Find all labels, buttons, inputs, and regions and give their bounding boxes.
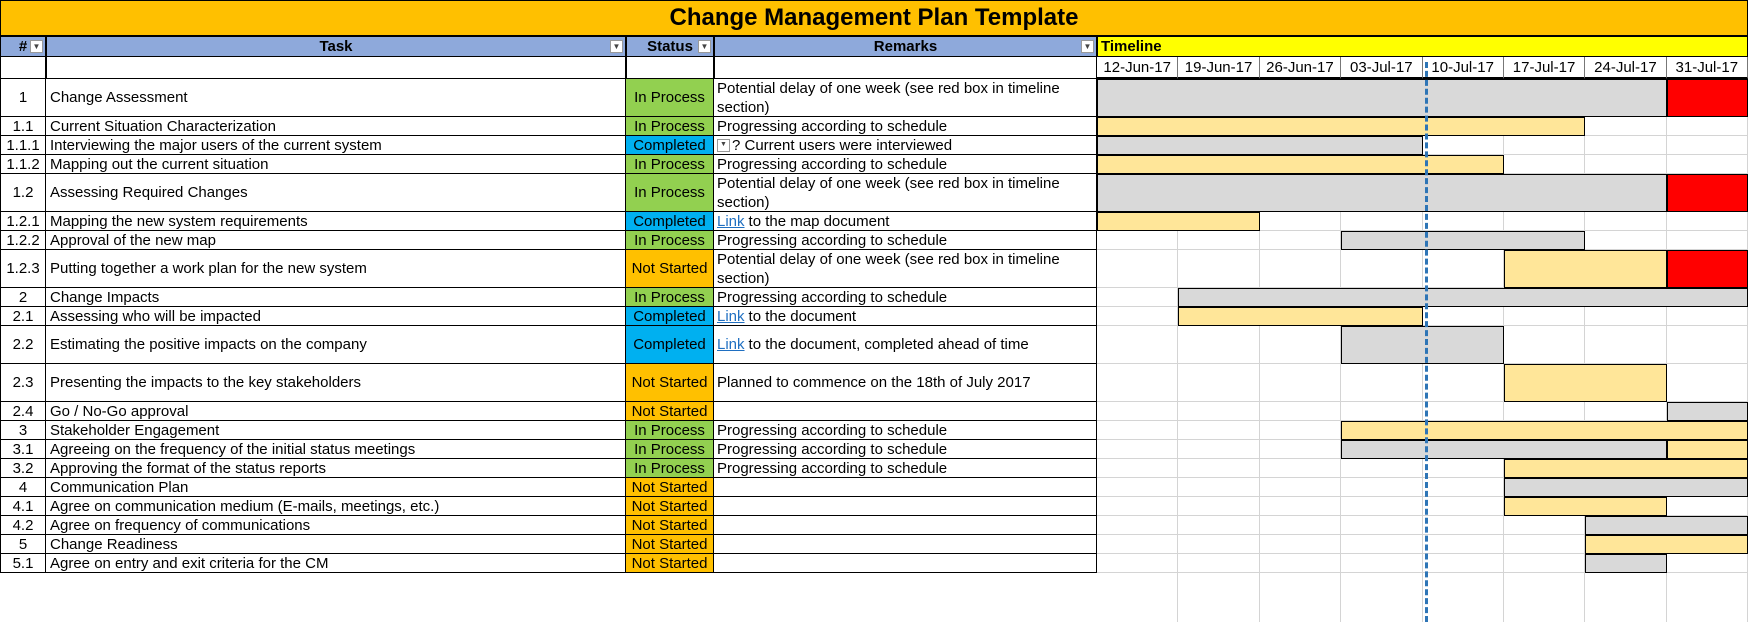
document-link[interactable]: Link [717, 212, 745, 230]
task-number[interactable]: 4.1 [0, 497, 46, 516]
status-badge[interactable]: Completed [626, 307, 714, 326]
gantt-bar-gray [1178, 288, 1748, 307]
task-name[interactable]: Agree on communication medium (E-mails, meetings, etc.) [46, 497, 626, 516]
gantt-bar-yellow [1097, 155, 1504, 174]
blank-cell [0, 57, 46, 79]
remarks-text: Progressing according to schedule [717, 421, 948, 439]
gantt-bar-gray [1585, 516, 1748, 535]
task-name[interactable]: Putting together a work plan for the new system [46, 250, 626, 288]
remarks-cell[interactable] [714, 288, 1097, 307]
header-num-label: # [18, 38, 28, 55]
task-number[interactable]: 1.1 [0, 117, 46, 136]
gantt-bar-gray [1097, 79, 1667, 117]
task-name[interactable]: Current Situation Characterization [46, 117, 626, 136]
remarks-text: ? Current users were interviewed [732, 136, 953, 154]
status-badge[interactable]: In Process [626, 117, 714, 136]
gantt-bar-gray [1341, 326, 1504, 364]
remarks-cell[interactable] [714, 307, 1097, 326]
task-number[interactable]: 2.4 [0, 402, 46, 421]
remarks-cell[interactable] [714, 326, 1097, 364]
header-num[interactable] [0, 36, 46, 57]
task-number[interactable]: 2 [0, 288, 46, 307]
filter-dropdown-icon[interactable]: ▼ [610, 40, 623, 53]
task-number[interactable]: 5 [0, 535, 46, 554]
remarks-cell[interactable] [714, 478, 1097, 497]
gantt-bar-gray [1585, 554, 1666, 573]
task-name[interactable]: Estimating the positive impacts on the company [46, 326, 626, 364]
header-status[interactable] [626, 36, 714, 57]
gantt-bar-red [1667, 174, 1748, 212]
remarks-text: Progressing according to schedule [717, 459, 948, 477]
task-name[interactable]: Presenting the impacts to the key stakeholders [46, 364, 626, 402]
remarks-cell[interactable] [714, 212, 1097, 231]
task-name[interactable]: Approval of the new map [46, 231, 626, 250]
task-number[interactable]: 4.2 [0, 516, 46, 535]
timeline-date: 10-Jul-17 [1423, 57, 1504, 79]
task-name[interactable]: Assessing Required Changes [46, 174, 626, 212]
task-number[interactable]: 3.2 [0, 459, 46, 478]
blank-cell [46, 57, 626, 79]
task-name[interactable]: Mapping out the current situation [46, 155, 626, 174]
task-name[interactable]: Agreeing on the frequency of the initial status meetings [46, 440, 626, 459]
status-badge[interactable]: Completed [626, 136, 714, 155]
task-name[interactable]: Change Assessment [46, 79, 626, 117]
gantt-bar-gray [1667, 402, 1748, 421]
task-name[interactable]: Assessing who will be impacted [46, 307, 626, 326]
status-badge[interactable]: In Process [626, 231, 714, 250]
timeline-date: 19-Jun-17 [1178, 57, 1259, 79]
remarks-cell[interactable] [714, 459, 1097, 478]
status-badge[interactable]: In Process [626, 421, 714, 440]
gantt-bar-gray [1341, 440, 1667, 459]
gantt-bar-yellow [1097, 212, 1260, 231]
today-marker-line [1425, 62, 1428, 622]
task-number[interactable]: 1.1.2 [0, 155, 46, 174]
remarks-cell[interactable] [714, 554, 1097, 573]
timeline-date: 31-Jul-17 [1667, 57, 1748, 79]
remarks-text: Progressing according to schedule [717, 440, 948, 458]
status-badge[interactable]: Not Started [626, 250, 714, 288]
gantt-bar-yellow [1667, 440, 1748, 459]
header-timeline: Timeline [1097, 36, 1748, 57]
status-badge[interactable]: Not Started [626, 402, 714, 421]
remarks-text: Progressing according to schedule [717, 117, 948, 135]
status-badge[interactable]: In Process [626, 459, 714, 478]
task-name[interactable]: Communication Plan [46, 478, 626, 497]
remarks-text: Potential delay of one week (see red box in timeline section) [717, 250, 1060, 287]
task-name[interactable]: Mapping the new system requirements [46, 212, 626, 231]
header-task-label: Task [319, 38, 353, 55]
status-badge[interactable]: Not Started [626, 554, 714, 573]
timeline-date: 24-Jul-17 [1585, 57, 1666, 79]
task-number[interactable]: 2.1 [0, 307, 46, 326]
timeline-date: 12-Jun-17 [1097, 57, 1178, 79]
gantt-bar-yellow [1504, 497, 1667, 516]
status-badge[interactable]: Not Started [626, 364, 714, 402]
timeline-date: 03-Jul-17 [1341, 57, 1422, 79]
remarks-text: Progressing according to schedule [717, 155, 948, 173]
gantt-bar-yellow [1341, 421, 1748, 440]
gantt-bar-yellow [1504, 364, 1667, 402]
task-name[interactable]: Stakeholder Engagement [46, 421, 626, 440]
remarks-cell[interactable] [714, 516, 1097, 535]
task-name[interactable]: Change Impacts [46, 288, 626, 307]
header-task[interactable] [46, 36, 626, 57]
gantt-bar-yellow [1178, 307, 1422, 326]
remarks-cell[interactable] [714, 155, 1097, 174]
gantt-bar-yellow [1585, 535, 1748, 554]
remarks-cell[interactable] [714, 535, 1097, 554]
status-badge[interactable]: Completed [626, 326, 714, 364]
status-badge[interactable]: Not Started [626, 478, 714, 497]
header-status-label: Status [647, 38, 693, 55]
task-name[interactable]: Interviewing the major users of the current system [46, 136, 626, 155]
remarks-cell[interactable] [714, 402, 1097, 421]
remarks-cell[interactable] [714, 440, 1097, 459]
remarks-text: to the map document [748, 212, 890, 230]
task-number[interactable]: 2.2 [0, 326, 46, 364]
remarks-text: Potential delay of one week (see red box in timeline section) [717, 174, 1060, 211]
remarks-cell[interactable] [714, 174, 1097, 212]
status-badge[interactable]: In Process [626, 440, 714, 459]
status-badge[interactable]: In Process [626, 79, 714, 117]
filter-dropdown-icon[interactable]: ▼ [1081, 40, 1094, 53]
status-badge[interactable]: Completed [626, 212, 714, 231]
task-number[interactable]: 1.2.3 [0, 250, 46, 288]
remarks-cell[interactable] [714, 250, 1097, 288]
gantt-bar-yellow [1504, 459, 1748, 478]
blank-cell [626, 57, 714, 79]
task-number[interactable]: 1.2.1 [0, 212, 46, 231]
remarks-cell[interactable] [714, 364, 1097, 402]
gantt-bar-red [1667, 250, 1748, 288]
gantt-bar-gray [1341, 231, 1585, 250]
sheet-title: Change Management Plan Template [0, 0, 1748, 36]
task-number[interactable]: 1.2.2 [0, 231, 46, 250]
remarks-text: to the document [748, 307, 857, 325]
task-number[interactable]: 3 [0, 421, 46, 440]
status-badge[interactable]: In Process [626, 174, 714, 212]
remarks-text: Potential delay of one week (see red box in timeline section) [717, 79, 1060, 116]
task-number[interactable]: 3.1 [0, 440, 46, 459]
timeline-date: 17-Jul-17 [1504, 57, 1585, 79]
task-number[interactable]: 5.1 [0, 554, 46, 573]
remarks-cell[interactable] [714, 117, 1097, 136]
task-name[interactable]: Agree on entry and exit criteria for the CM [46, 554, 626, 573]
header-remarks[interactable] [714, 36, 1097, 57]
task-name[interactable]: Go / No-Go approval [46, 402, 626, 421]
header-remarks-label: Remarks [873, 38, 938, 55]
task-number[interactable]: 1 [0, 79, 46, 117]
gantt-bar-gray [1097, 136, 1423, 155]
gantt-bar-yellow [1097, 117, 1585, 136]
gantt-bar-yellow [1504, 250, 1667, 288]
gantt-bar-red [1667, 79, 1748, 117]
gantt-bar-gray [1504, 478, 1748, 497]
status-badge[interactable]: Not Started [626, 516, 714, 535]
remarks-text: Planned to commence on the 18th of July 2017 [717, 374, 1031, 391]
cell-dropdown-icon[interactable]: ▼ [717, 139, 730, 152]
timeline-date: 26-Jun-17 [1260, 57, 1341, 79]
remarks-cell[interactable] [714, 497, 1097, 516]
task-name[interactable]: Approving the format of the status reports [46, 459, 626, 478]
status-badge[interactable]: In Process [626, 155, 714, 174]
task-number[interactable]: 1.2 [0, 174, 46, 212]
gantt-bar-gray [1097, 174, 1667, 212]
document-link[interactable]: Link [717, 307, 745, 325]
remarks-cell[interactable] [714, 231, 1097, 250]
remarks-text: Progressing according to schedule [717, 288, 948, 306]
filter-dropdown-icon[interactable]: ▼ [698, 40, 711, 53]
status-badge[interactable]: Not Started [626, 497, 714, 516]
remarks-cell[interactable] [714, 136, 1097, 155]
remarks-cell[interactable] [714, 79, 1097, 117]
task-number[interactable]: 2.3 [0, 364, 46, 402]
blank-cell [714, 57, 1097, 79]
status-badge[interactable]: Not Started [626, 535, 714, 554]
task-number[interactable]: 1.1.1 [0, 136, 46, 155]
remarks-text: to the document, completed ahead of time [748, 336, 1029, 353]
status-badge[interactable]: In Process [626, 288, 714, 307]
filter-dropdown-icon[interactable]: ▼ [30, 40, 43, 53]
task-number[interactable]: 4 [0, 478, 46, 497]
task-name[interactable]: Change Readiness [46, 535, 626, 554]
task-name[interactable]: Agree on frequency of communications [46, 516, 626, 535]
document-link[interactable]: Link [717, 336, 745, 353]
remarks-cell[interactable] [714, 421, 1097, 440]
remarks-text: Progressing according to schedule [717, 231, 948, 249]
